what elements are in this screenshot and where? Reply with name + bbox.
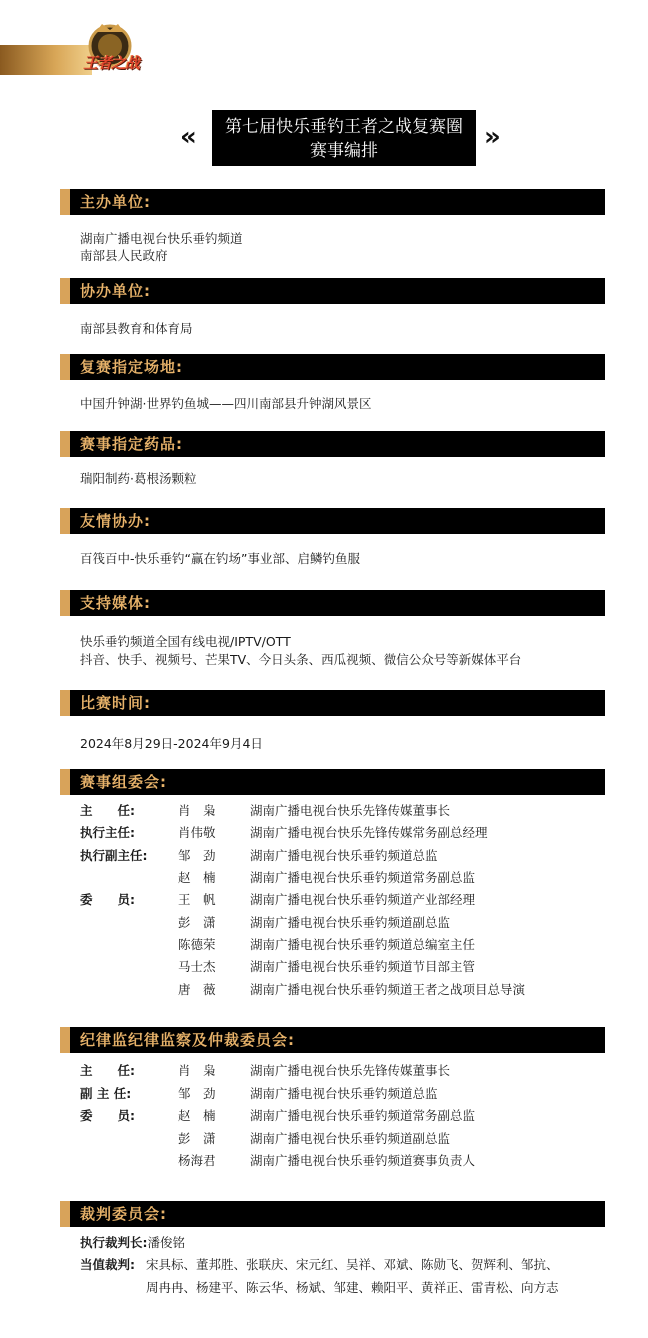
host-line-2: 南部县人民政府 [80,248,168,263]
duty-referee-label: 当值裁判: [80,1257,135,1272]
co-line-1: 南部县教育和体育局 [80,321,193,336]
chevron-left-icon: « [180,122,197,152]
section-header-co: 协办单位: [60,278,605,304]
section-header-venue: 复赛指定场地: [60,354,605,380]
host-line-1: 湖南广播电视台快乐垂钓频道 [80,231,243,246]
venue-line-1: 中国升钟湖·世界钓鱼城——四川南部县升钟湖风景区 [80,396,372,411]
media-line-1: 快乐垂钓频道全国有线电视/IPTV/OTT [80,634,291,649]
section-header-committee: 赛事组委会: [60,769,605,795]
medicine-line-1: 瑞阳制药·葛根汤颗粒 [80,471,197,486]
title-line-1: 第七届快乐垂钓王者之战复赛圈 [225,117,463,137]
chief-referee-row [80,1233,185,1253]
section-header-discipline: 纪律监纪律监察及仲裁委员会: [60,1027,605,1053]
time-line-1: 2024年8月29日-2024年9月4日 [80,736,263,751]
duty-referee-line-1: 宋具标、董邦胜、张联庆、宋元红、吴祥、邓斌、陈勋飞、贺辉利、邹抗、 [146,1257,559,1272]
section-header-media: 支持媒体: [60,590,605,616]
duty-referee-line-2: 周冉冉、杨建平、陈云华、杨斌、邹建、赖阳平、黄祥正、雷青松、向方志 [146,1280,559,1295]
page-title [212,110,476,166]
friend-line-1: 百筏百中-快乐垂钓“赢在钓场”事业部、启鳞钓鱼服 [80,551,360,566]
section-header-friend: 友情协办: [60,508,605,534]
section-header-referee: 裁判委员会: [60,1201,605,1227]
media-line-2: 抖音、快手、视频号、芒果TV、今日头条、西瓜视频、微信公众号等新媒体平台 [80,652,522,667]
logo-text: 王者之战 [82,54,139,72]
chevron-right-icon: » [484,122,501,152]
section-header-medicine: 赛事指定药品: [60,431,605,457]
chief-referee-name: 潘俊铭 [147,1235,186,1250]
section-header-time: 比赛时间: [60,690,605,716]
chief-referee-label: 执行裁判长: [80,1235,148,1250]
section-header-host: 主办单位: [60,189,605,215]
title-line-2: 赛事编排 [310,141,378,161]
